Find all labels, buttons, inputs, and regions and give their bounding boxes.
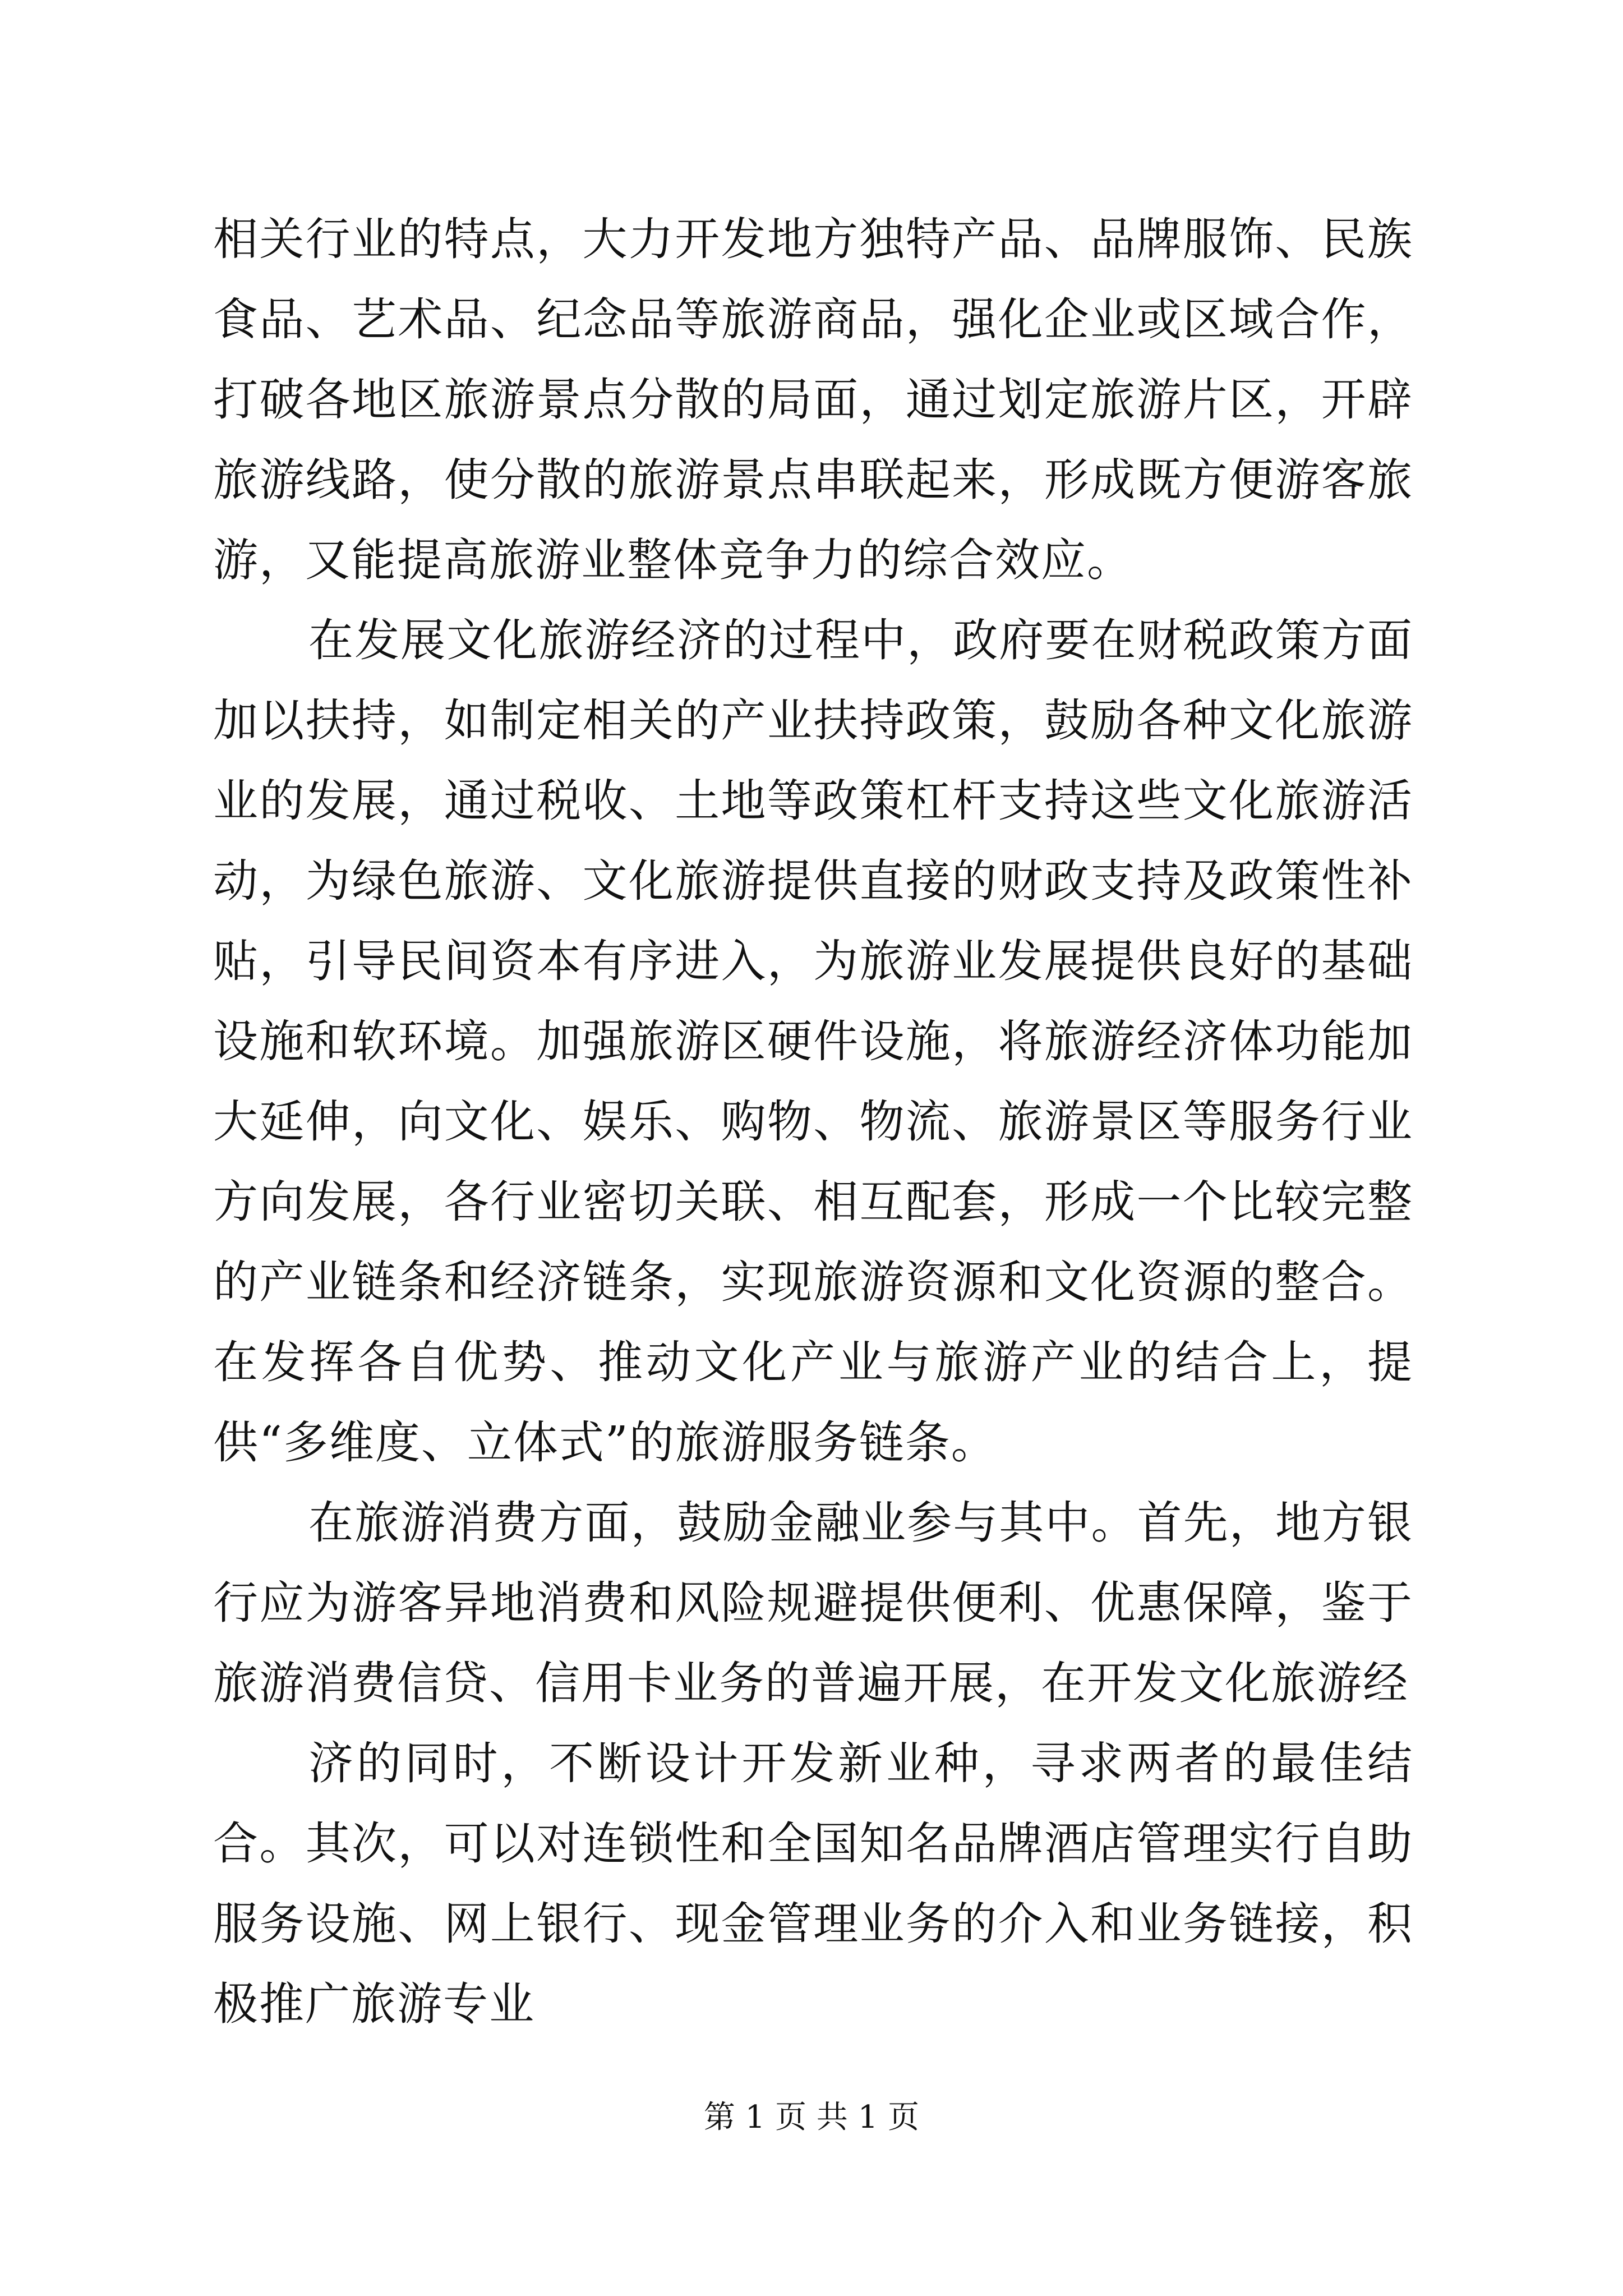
paragraph-3: 在旅游消费方面，鼓励金融业参与其中。首先，地方银行应为游客异地消费和风险规避提供便利、优惠保障，鉴于旅游消费信贷、信用卡业务的普遍开展，在开发文化旅游经	[213, 1497, 1413, 1709]
document-body	[213, 199, 1413, 2044]
paragraph-2: 在发展文化旅游经济的过程中，政府要在财税政策方面加以扶持，如制定相关的产业扶持政策，鼓励各种文化旅游业的发展，通过税收、土地等政策杠杆支持这些文化旅游活动，为绿色旅游、文化旅游提供直接的财政支持及政策性补贴，引导民间资本有序进入，为旅游业发展提供良好的基础设施和软环境。加强旅游区硬件设施，将旅游经济体功能加大延伸，向文化、娱乐、购物、物流、旅游景区等服务行业方向发展，各行业密切关联、相互配套，形成一个比较完整的产业链条和经济链条，实现旅游资源和文化资源的整合。在发挥各自优势、推动文化产业与旅游产业的结合上，提供“多维度、立体式”的旅游服务链条。	[213, 614, 1413, 1469]
page-footer	[0, 2095, 1623, 2140]
paragraph-1: 相关行业的特点，大力开发地方独特产品、品牌服饰、民族食品、艺术品、纪念品等旅游商品，强化企业或区域合作，打破各地区旅游景点分散的局面，通过划定旅游片区，开辟旅游线路，使分散的旅游景点串联起来，形成既方便游客旅游，又能提高旅游业整体竞争力的综合效应。	[213, 213, 1413, 586]
page-number-label: 第 1 页 共 1 页	[703, 2099, 920, 2136]
paragraph-4: 济的同时，不断设计开发新业种，寻求两者的最佳结合。其次，可以对连锁性和全国知名品牌酒店管理实行自助服务设施、网上银行、现金管理业务的介入和业务链接，积极推广旅游专业	[213, 1737, 1413, 2030]
